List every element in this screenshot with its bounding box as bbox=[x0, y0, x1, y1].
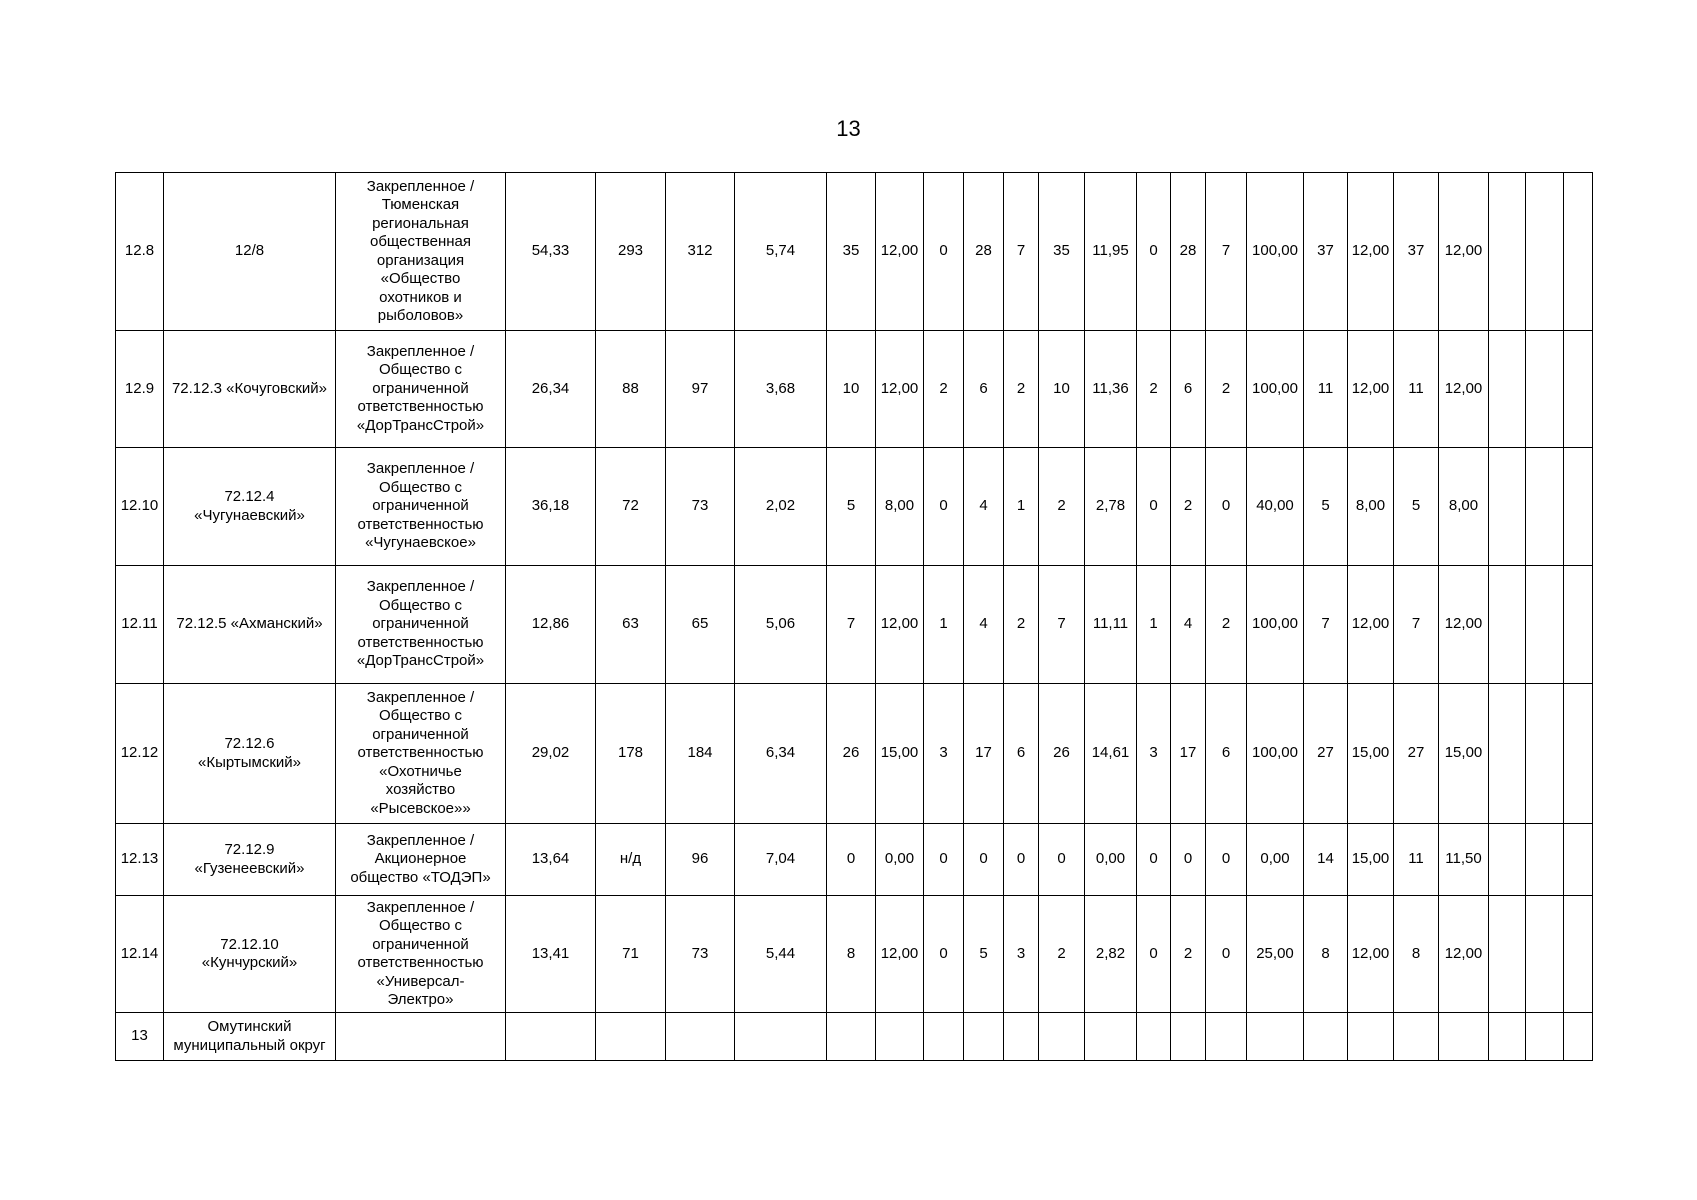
value-cell: 7 bbox=[1394, 566, 1439, 684]
value-cell: 12,00 bbox=[876, 566, 924, 684]
value-cell bbox=[964, 1013, 1004, 1061]
value-cell: 0 bbox=[924, 448, 964, 566]
value-cell bbox=[1526, 824, 1564, 896]
value-cell: 3,68 bbox=[735, 331, 827, 448]
value-cell: 7 bbox=[1304, 566, 1348, 684]
value-cell: 2 bbox=[1206, 566, 1247, 684]
value-cell: 54,33 bbox=[506, 173, 596, 331]
value-cell bbox=[735, 1013, 827, 1061]
value-cell: 8,00 bbox=[876, 448, 924, 566]
value-cell bbox=[1526, 684, 1564, 824]
value-cell: 178 bbox=[596, 684, 666, 824]
value-cell: 5,74 bbox=[735, 173, 827, 331]
value-cell: 12,00 bbox=[1348, 896, 1394, 1013]
value-cell: 65 bbox=[666, 566, 735, 684]
value-cell: 0 bbox=[924, 824, 964, 896]
value-cell: 7 bbox=[1004, 173, 1039, 331]
table-row bbox=[116, 173, 1593, 331]
value-cell: 11,50 bbox=[1439, 824, 1489, 896]
value-cell: 26 bbox=[1039, 684, 1085, 824]
value-cell: 10 bbox=[827, 331, 876, 448]
value-cell: 12,00 bbox=[1348, 331, 1394, 448]
value-cell: 6 bbox=[1206, 684, 1247, 824]
value-cell: 29,02 bbox=[506, 684, 596, 824]
value-cell: 2 bbox=[1004, 331, 1039, 448]
value-cell: 26 bbox=[827, 684, 876, 824]
value-cell: 12,00 bbox=[1439, 896, 1489, 1013]
organization-cell: Закрепленное / Тюменская региональная общественная организация «Общество охотников и рыболовов» bbox=[336, 173, 506, 331]
value-cell: 12,00 bbox=[876, 331, 924, 448]
value-cell bbox=[1526, 448, 1564, 566]
value-cell: 0,00 bbox=[1085, 824, 1137, 896]
table-row bbox=[116, 448, 1593, 566]
value-cell: 6 bbox=[964, 331, 1004, 448]
value-cell: 97 bbox=[666, 331, 735, 448]
value-cell bbox=[876, 1013, 924, 1061]
value-cell: 8 bbox=[1394, 896, 1439, 1013]
page-number: 13 bbox=[836, 116, 861, 141]
value-cell: 2 bbox=[1171, 448, 1206, 566]
value-cell: 72 bbox=[596, 448, 666, 566]
row-number-cell: 12.12 bbox=[116, 684, 164, 824]
value-cell bbox=[1526, 173, 1564, 331]
value-cell: 2 bbox=[924, 331, 964, 448]
table-row bbox=[116, 824, 1593, 896]
value-cell: 26,34 bbox=[506, 331, 596, 448]
value-cell: 73 bbox=[666, 448, 735, 566]
value-cell: 11,11 bbox=[1085, 566, 1137, 684]
value-cell bbox=[1564, 331, 1593, 448]
hunting-ground-name-cell: 72.12.9 «Гузенеевский» bbox=[164, 824, 336, 896]
value-cell: 293 bbox=[596, 173, 666, 331]
value-cell: 3 bbox=[1137, 684, 1171, 824]
value-cell bbox=[1489, 566, 1526, 684]
table-row bbox=[116, 1013, 1593, 1061]
value-cell: 0 bbox=[1137, 824, 1171, 896]
value-cell: 6,34 bbox=[735, 684, 827, 824]
value-cell: 12,00 bbox=[876, 173, 924, 331]
value-cell: 1 bbox=[1004, 448, 1039, 566]
value-cell: 14 bbox=[1304, 824, 1348, 896]
value-cell bbox=[827, 1013, 876, 1061]
value-cell: 1 bbox=[924, 566, 964, 684]
value-cell bbox=[1489, 331, 1526, 448]
value-cell: 2,82 bbox=[1085, 896, 1137, 1013]
value-cell: 4 bbox=[964, 448, 1004, 566]
value-cell: 12,00 bbox=[1348, 173, 1394, 331]
value-cell: 28 bbox=[964, 173, 1004, 331]
value-cell: 4 bbox=[964, 566, 1004, 684]
hunting-ground-name-cell: 72.12.4 «Чугунаевский» bbox=[164, 448, 336, 566]
value-cell: 71 bbox=[596, 896, 666, 1013]
value-cell bbox=[1489, 173, 1526, 331]
value-cell bbox=[1526, 331, 1564, 448]
value-cell: 27 bbox=[1304, 684, 1348, 824]
value-cell: 10 bbox=[1039, 331, 1085, 448]
value-cell: 0,00 bbox=[1247, 824, 1304, 896]
value-cell bbox=[1564, 1013, 1593, 1061]
value-cell: 15,00 bbox=[1439, 684, 1489, 824]
value-cell: 7 bbox=[1039, 566, 1085, 684]
value-cell bbox=[1439, 1013, 1489, 1061]
value-cell: 0 bbox=[1206, 824, 1247, 896]
value-cell: 8,00 bbox=[1348, 448, 1394, 566]
value-cell bbox=[596, 1013, 666, 1061]
value-cell: 0 bbox=[964, 824, 1004, 896]
value-cell: 184 bbox=[666, 684, 735, 824]
row-number-cell: 12.8 bbox=[116, 173, 164, 331]
hunting-ground-name-cell: 72.12.3 «Кочуговский» bbox=[164, 331, 336, 448]
value-cell: 5,06 bbox=[735, 566, 827, 684]
table-row bbox=[116, 331, 1593, 448]
value-cell: 5 bbox=[1394, 448, 1439, 566]
value-cell: 12,86 bbox=[506, 566, 596, 684]
value-cell bbox=[924, 1013, 964, 1061]
value-cell bbox=[1564, 684, 1593, 824]
value-cell: 0 bbox=[1039, 824, 1085, 896]
value-cell bbox=[1489, 824, 1526, 896]
value-cell: 12,00 bbox=[1439, 173, 1489, 331]
value-cell bbox=[1564, 896, 1593, 1013]
value-cell: 2 bbox=[1039, 896, 1085, 1013]
value-cell: 12,00 bbox=[1439, 331, 1489, 448]
value-cell: 15,00 bbox=[1348, 824, 1394, 896]
value-cell bbox=[1004, 1013, 1039, 1061]
value-cell: 6 bbox=[1004, 684, 1039, 824]
hunting-ground-name-cell: 72.12.5 «Ахманский» bbox=[164, 566, 336, 684]
value-cell: 4 bbox=[1171, 566, 1206, 684]
value-cell: 8,00 bbox=[1439, 448, 1489, 566]
value-cell: 88 bbox=[596, 331, 666, 448]
value-cell bbox=[1564, 824, 1593, 896]
value-cell: 11 bbox=[1304, 331, 1348, 448]
value-cell bbox=[1206, 1013, 1247, 1061]
value-cell: 13,41 bbox=[506, 896, 596, 1013]
value-cell: 37 bbox=[1304, 173, 1348, 331]
value-cell bbox=[1526, 566, 1564, 684]
value-cell bbox=[506, 1013, 596, 1061]
hunting-ground-name-cell: 72.12.10 «Кунчурский» bbox=[164, 896, 336, 1013]
value-cell: 100,00 bbox=[1247, 684, 1304, 824]
value-cell: 5 bbox=[964, 896, 1004, 1013]
value-cell: 100,00 bbox=[1247, 331, 1304, 448]
value-cell: 5 bbox=[827, 448, 876, 566]
table-row bbox=[116, 566, 1593, 684]
row-number-cell: 12.9 bbox=[116, 331, 164, 448]
value-cell: 2 bbox=[1206, 331, 1247, 448]
row-number-cell: 13 bbox=[116, 1013, 164, 1061]
value-cell: 17 bbox=[964, 684, 1004, 824]
value-cell bbox=[1526, 896, 1564, 1013]
organization-cell: Закрепленное / Общество с ограниченной ответственностью «ДорТрансСтрой» bbox=[336, 566, 506, 684]
value-cell: 2,02 bbox=[735, 448, 827, 566]
value-cell: 63 bbox=[596, 566, 666, 684]
value-cell: 100,00 bbox=[1247, 173, 1304, 331]
value-cell: 0 bbox=[1004, 824, 1039, 896]
value-cell: 14,61 bbox=[1085, 684, 1137, 824]
value-cell: 28 bbox=[1171, 173, 1206, 331]
value-cell bbox=[1171, 1013, 1206, 1061]
value-cell: 3 bbox=[924, 684, 964, 824]
value-cell bbox=[1564, 173, 1593, 331]
value-cell: 12,00 bbox=[1439, 566, 1489, 684]
organization-cell bbox=[336, 1013, 506, 1061]
table-row bbox=[116, 896, 1593, 1013]
value-cell: 0 bbox=[924, 896, 964, 1013]
value-cell bbox=[1304, 1013, 1348, 1061]
value-cell: 0 bbox=[1171, 824, 1206, 896]
row-number-cell: 12.13 bbox=[116, 824, 164, 896]
value-cell: 312 bbox=[666, 173, 735, 331]
data-table bbox=[115, 172, 1593, 1061]
value-cell: 11,95 bbox=[1085, 173, 1137, 331]
value-cell: 12,00 bbox=[1348, 566, 1394, 684]
value-cell: 15,00 bbox=[876, 684, 924, 824]
value-cell: 7 bbox=[827, 566, 876, 684]
value-cell: 7,04 bbox=[735, 824, 827, 896]
value-cell: 3 bbox=[1004, 896, 1039, 1013]
value-cell: 2 bbox=[1137, 331, 1171, 448]
value-cell: н/д bbox=[596, 824, 666, 896]
value-cell: 25,00 bbox=[1247, 896, 1304, 1013]
value-cell: 73 bbox=[666, 896, 735, 1013]
value-cell: 8 bbox=[827, 896, 876, 1013]
value-cell: 0 bbox=[1137, 173, 1171, 331]
value-cell: 15,00 bbox=[1348, 684, 1394, 824]
value-cell: 13,64 bbox=[506, 824, 596, 896]
value-cell: 2 bbox=[1171, 896, 1206, 1013]
hunting-ground-name-cell: 12/8 bbox=[164, 173, 336, 331]
value-cell: 5,44 bbox=[735, 896, 827, 1013]
value-cell bbox=[1247, 1013, 1304, 1061]
value-cell: 2 bbox=[1039, 448, 1085, 566]
row-number-cell: 12.11 bbox=[116, 566, 164, 684]
value-cell: 36,18 bbox=[506, 448, 596, 566]
value-cell bbox=[1489, 684, 1526, 824]
value-cell: 8 bbox=[1304, 896, 1348, 1013]
hunting-ground-name-cell: Омутинский муниципальный округ bbox=[164, 1013, 336, 1061]
value-cell: 40,00 bbox=[1247, 448, 1304, 566]
value-cell: 6 bbox=[1171, 331, 1206, 448]
value-cell: 11 bbox=[1394, 331, 1439, 448]
value-cell: 37 bbox=[1394, 173, 1439, 331]
value-cell bbox=[1489, 448, 1526, 566]
value-cell bbox=[666, 1013, 735, 1061]
value-cell bbox=[1489, 1013, 1526, 1061]
row-number-cell: 12.10 bbox=[116, 448, 164, 566]
value-cell bbox=[1564, 448, 1593, 566]
value-cell: 100,00 bbox=[1247, 566, 1304, 684]
value-cell: 35 bbox=[827, 173, 876, 331]
value-cell: 0 bbox=[1137, 448, 1171, 566]
value-cell: 27 bbox=[1394, 684, 1439, 824]
organization-cell: Закрепленное / Акционерное общество «ТОДЭП» bbox=[336, 824, 506, 896]
organization-cell: Закрепленное / Общество с ограниченной ответственностью «Охотничье хозяйство «Рысевское»» bbox=[336, 684, 506, 824]
value-cell bbox=[1394, 1013, 1439, 1061]
value-cell: 5 bbox=[1304, 448, 1348, 566]
value-cell: 11,36 bbox=[1085, 331, 1137, 448]
value-cell bbox=[1039, 1013, 1085, 1061]
value-cell: 0 bbox=[1206, 896, 1247, 1013]
value-cell bbox=[1564, 566, 1593, 684]
value-cell bbox=[1348, 1013, 1394, 1061]
value-cell bbox=[1489, 896, 1526, 1013]
organization-cell: Закрепленное / Общество с ограниченной ответственностью «Чугунаевское» bbox=[336, 448, 506, 566]
value-cell bbox=[1526, 1013, 1564, 1061]
value-cell bbox=[1085, 1013, 1137, 1061]
value-cell: 2,78 bbox=[1085, 448, 1137, 566]
value-cell: 12,00 bbox=[876, 896, 924, 1013]
hunting-ground-name-cell: 72.12.6 «Кыртымский» bbox=[164, 684, 336, 824]
value-cell: 17 bbox=[1171, 684, 1206, 824]
value-cell bbox=[1137, 1013, 1171, 1061]
value-cell: 11 bbox=[1394, 824, 1439, 896]
value-cell: 0 bbox=[1206, 448, 1247, 566]
value-cell: 1 bbox=[1137, 566, 1171, 684]
value-cell: 0 bbox=[827, 824, 876, 896]
value-cell: 35 bbox=[1039, 173, 1085, 331]
organization-cell: Закрепленное / Общество с ограниченной ответственностью «ДорТрансСтрой» bbox=[336, 331, 506, 448]
value-cell: 2 bbox=[1004, 566, 1039, 684]
value-cell: 0 bbox=[924, 173, 964, 331]
table-row bbox=[116, 684, 1593, 824]
value-cell: 96 bbox=[666, 824, 735, 896]
value-cell: 7 bbox=[1206, 173, 1247, 331]
value-cell: 0,00 bbox=[876, 824, 924, 896]
value-cell: 0 bbox=[1137, 896, 1171, 1013]
row-number-cell: 12.14 bbox=[116, 896, 164, 1013]
organization-cell: Закрепленное / Общество с ограниченной ответственностью «Универсал- Электро» bbox=[336, 896, 506, 1013]
